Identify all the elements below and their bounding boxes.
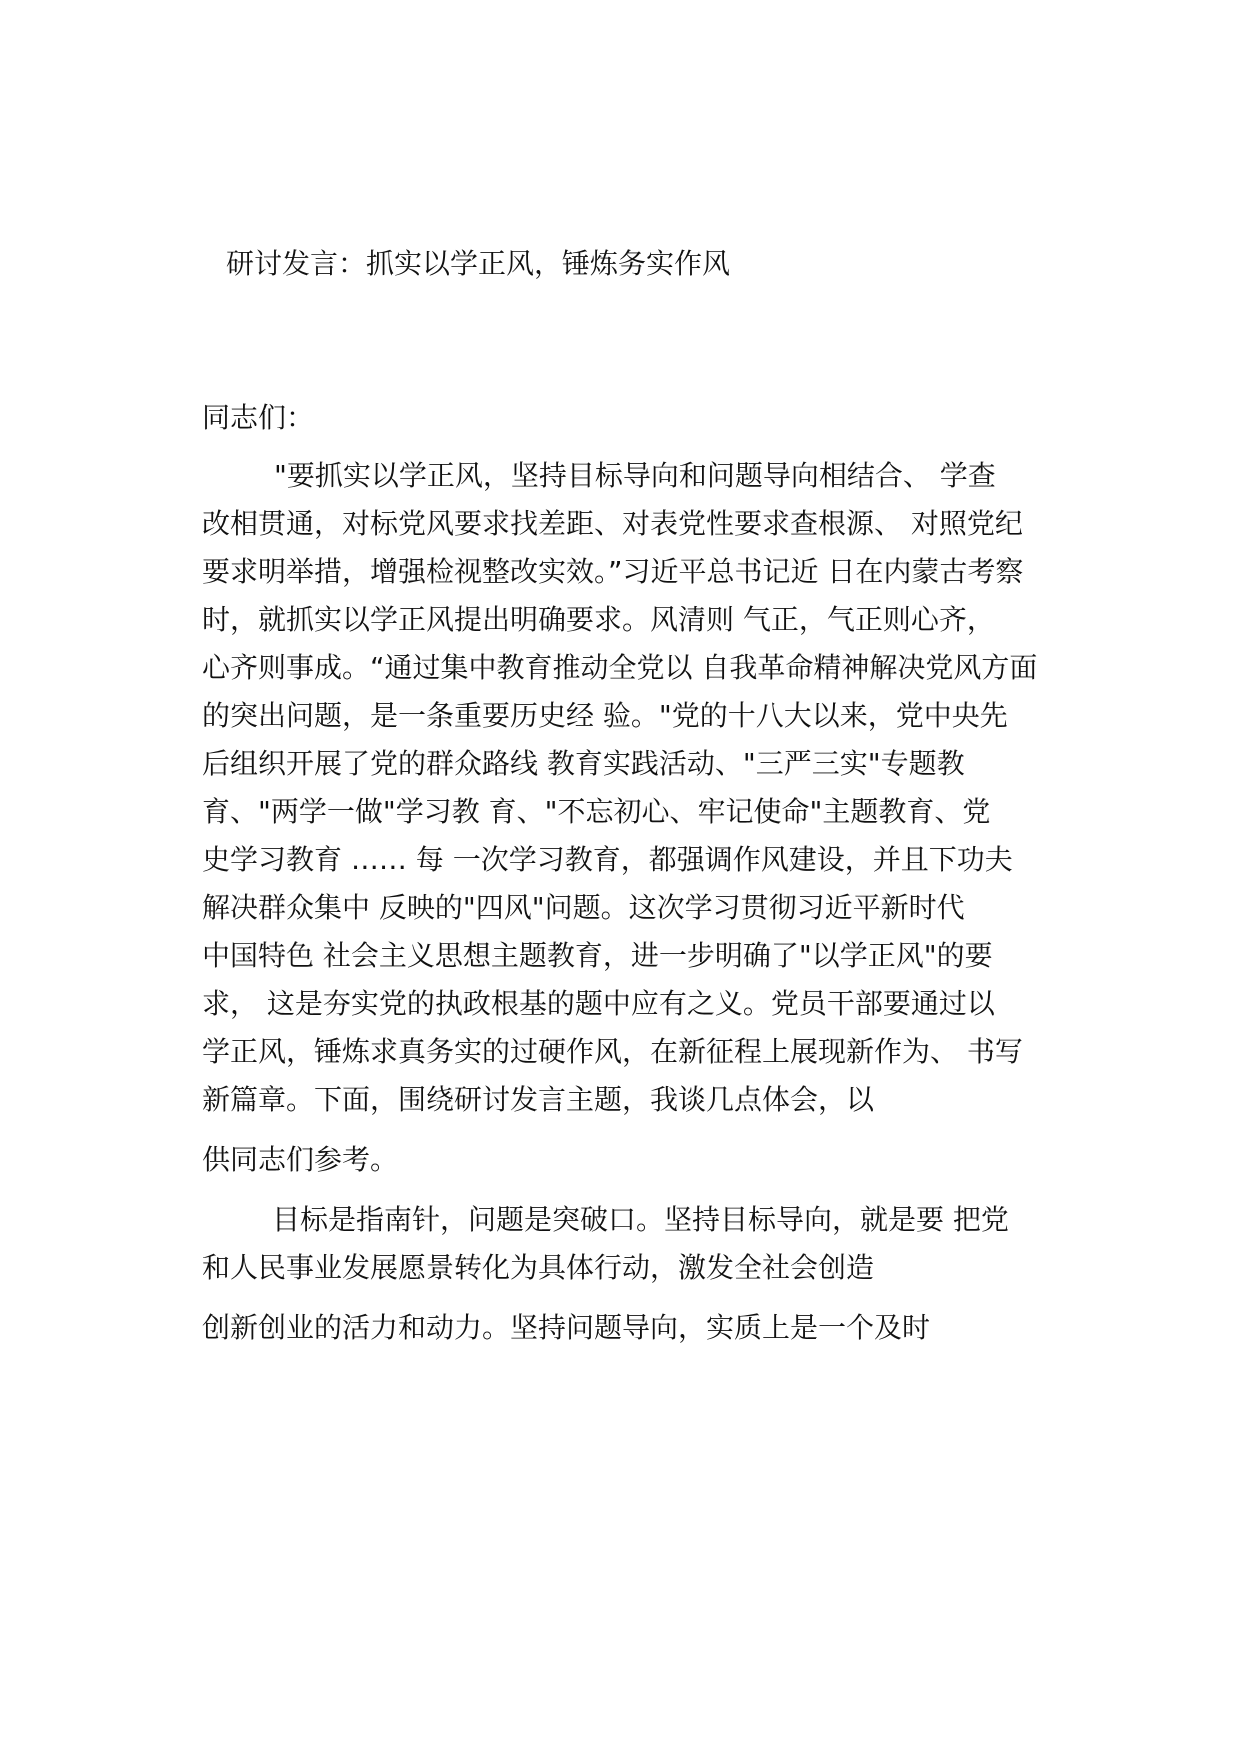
paragraph-line: 目标是指南针，问题是突破口。坚持目标导向，就是要 把党 bbox=[272, 1203, 1009, 1236]
paragraph-line: 中国特色 社会主义思想主题教育，进一步明确了"以学正风"的要 bbox=[202, 939, 993, 972]
paragraph-line: 解决群众集中 反映的"四风"问题。这次学习贯彻习近平新时代 bbox=[202, 891, 965, 924]
paragraph-line: 要求明举措，增强检视整改实效。”习近平总书记近 日在内蒙古考察 bbox=[202, 555, 1024, 588]
paragraph-line: 心齐则事成。“通过集中教育推动全党以 自我革命精神解决党风方面 bbox=[202, 651, 1038, 684]
document-title: 研讨发言：抓实以学正风，锤炼务实作风 bbox=[226, 247, 731, 280]
paragraph-line: "要抓实以学正风，坚持目标导向和问题导向相结合、 学查 bbox=[274, 459, 996, 492]
paragraph-line: 学正风，锤炼求真务实的过硬作风，在新征程上展现新作为、 书写 bbox=[202, 1035, 1023, 1068]
paragraph-line: 改相贯通，对标党风要求找差距、对表党性要求查根源、 对照党纪 bbox=[202, 507, 1023, 540]
paragraph-line: 新篇章。下面，围绕研讨发言主题，我谈几点体会，以 bbox=[202, 1083, 875, 1116]
paragraph-line: 创新创业的活力和动力。坚持问题导向，实质上是一个及时 bbox=[202, 1311, 931, 1344]
paragraph-line: 求， 这是夯实党的执政根基的题中应有之义。党员干部要通过以 bbox=[202, 987, 995, 1020]
paragraph-line: 供同志们参考。 bbox=[202, 1143, 399, 1176]
paragraph-line: 和人民事业发展愿景转化为具体行动，激发全社会创造 bbox=[202, 1251, 875, 1284]
paragraph-line: 的突出问题，是一条重要历史经 验。"党的十八大以来，党中央先 bbox=[202, 699, 1008, 732]
document-body bbox=[202, 452, 1082, 1352]
paragraph-line: 育、"两学一做"学习教 育、"不忘初心、牢记使命"主题教育、党 bbox=[202, 795, 991, 828]
paragraph-line: 史学习教育 …… 每 一次学习教育，都强调作风建设，并且下功夫 bbox=[202, 843, 1013, 876]
salutation: 同志们： bbox=[202, 401, 315, 434]
paragraph-line: 后组织开展了党的群众路线 教育实践活动、"三严三实"专题教 bbox=[202, 747, 965, 780]
paragraph-line: 时，就抓实以学正风提出明确要求。风清则 气正，气正则心齐， bbox=[202, 603, 995, 636]
